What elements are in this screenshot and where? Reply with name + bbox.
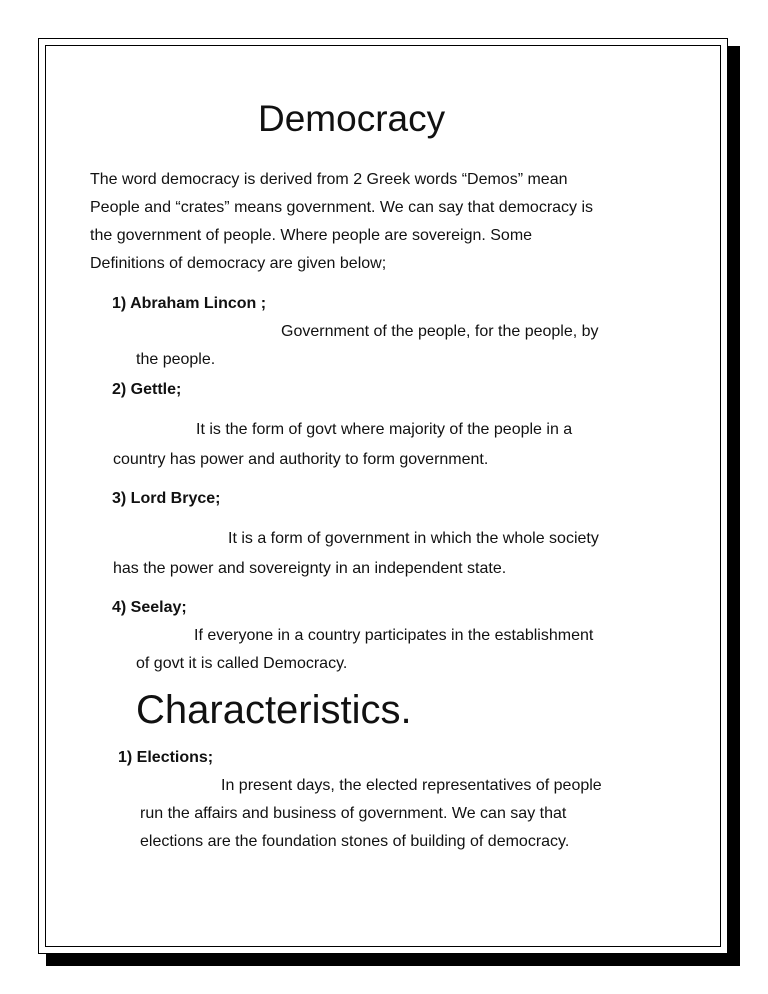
characteristic-1-line-3: elections are the foundation stones of building of democracy.	[140, 833, 570, 850]
definition-4-line-2: of govt it is called Democracy.	[136, 655, 348, 672]
definition-2-line-1: It is the form of govt where majority of the people in a	[196, 421, 573, 438]
definition-3-line-1: It is a form of government in which the whole society	[228, 530, 599, 547]
intro-line-1: The word democracy is derived from 2 Greek words “Demos” mean	[90, 171, 568, 188]
definition-1-line-2: the people.	[136, 351, 216, 368]
definition-2-line-2: country has power and authority to form government.	[113, 451, 489, 468]
intro-line-4: Definitions of democracy are given below;	[90, 255, 387, 272]
definition-3-line-2: has the power and sovereignty in an independent state.	[113, 560, 507, 577]
definition-heading-4: 4) Seelay;	[112, 599, 187, 616]
definition-4-line-1: If everyone in a country participates in the establishment	[194, 627, 594, 644]
characteristic-heading-1: 1) Elections;	[118, 749, 214, 766]
definition-heading-1: 1) Abraham Lincon ;	[112, 295, 267, 312]
intro-line-2: People and “crates” means government. We can say that democracy is	[90, 199, 594, 216]
characteristic-1-line-2: run the affairs and business of government. We can say that	[140, 805, 567, 822]
definition-heading-3: 3) Lord Bryce;	[112, 490, 221, 507]
definition-heading-2: 2) Gettle;	[112, 381, 182, 398]
definition-1-line-1: Government of the people, for the people, by	[281, 323, 599, 340]
intro-line-3: the government of people. Where people are sovereign. Some	[90, 227, 533, 244]
page-title: Democracy	[258, 98, 446, 139]
characteristics-title: Characteristics.	[136, 688, 412, 732]
characteristic-1-line-1: In present days, the elected representatives of people	[221, 777, 602, 794]
